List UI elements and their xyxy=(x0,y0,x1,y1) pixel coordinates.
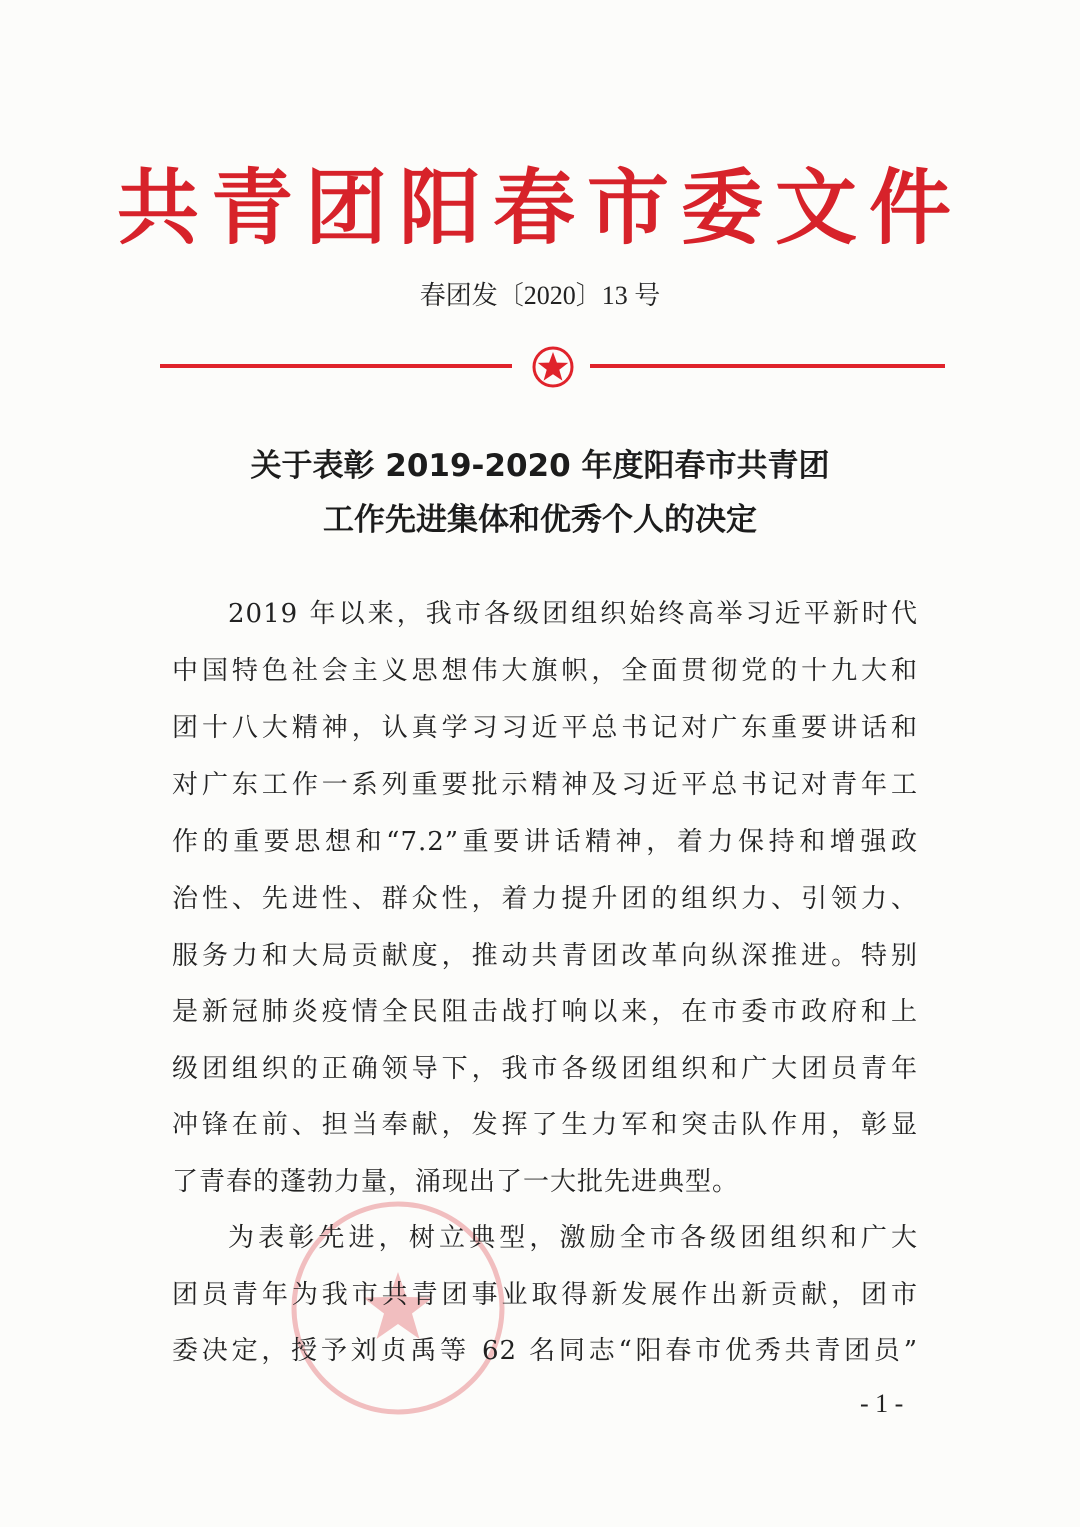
red-rule-right xyxy=(590,364,945,368)
body-text-line: 中国特色社会主义思想伟大旗帜，全面贯彻党的十九大和 xyxy=(172,656,918,686)
body-text-line: 对广东工作一系列重要批示精神及习近平总书记对青年工 xyxy=(172,770,918,800)
body-text-line: 为表彰先进，树立典型，激励全市各级团组织和广大 xyxy=(228,1223,918,1253)
body-text-line: 作的重要思想和“7.2”重要讲话精神，着力保持和增强政 xyxy=(172,827,918,857)
body-text-line: 委决定，授予刘贞禹等 62 名同志“阳春市优秀共青团员” xyxy=(172,1336,918,1366)
document-number: 春团发〔2020〕13 号 xyxy=(419,281,661,310)
body-text-line: 服务力和大局贡献度，推动共青团改革向纵深推进。特别 xyxy=(172,941,918,971)
document-title-line-2: 工作先进集体和优秀个人的决定 xyxy=(323,502,757,538)
body-text-line: 治性、先进性、群众性，着力提升团的组织力、引领力、 xyxy=(172,884,918,914)
red-star-icon xyxy=(530,344,576,390)
body-text-line: 团员青年为我市共青团事业取得新发展作出新贡献，团市 xyxy=(172,1280,918,1310)
red-rule-left xyxy=(160,364,512,368)
body-text-line: 了青春的蓬勃力量，涌现出了一大批先进典型。 xyxy=(172,1167,740,1197)
body-text-line: 团十八大精神，认真学习习近平总书记对广东重要讲话和 xyxy=(172,713,918,743)
document-title-line-1: 关于表彰 2019-2020 年度阳春市共青团 xyxy=(250,448,830,484)
page-number: - 1 - xyxy=(860,1389,904,1418)
body-text-line: 是新冠肺炎疫情全民阻击战打响以来，在市委市政府和上 xyxy=(172,997,918,1027)
masthead-title: 共青团阳春市委文件 xyxy=(116,160,963,256)
body-text-line: 冲锋在前、担当奉献，发挥了生力军和突击队作用，彰显 xyxy=(172,1110,918,1140)
body-text-line: 2019 年以来，我市各级团组织始终高举习近平新时代 xyxy=(228,599,918,629)
body-text-line: 级团组织的正确领导下，我市各级团组织和广大团员青年 xyxy=(172,1054,918,1084)
